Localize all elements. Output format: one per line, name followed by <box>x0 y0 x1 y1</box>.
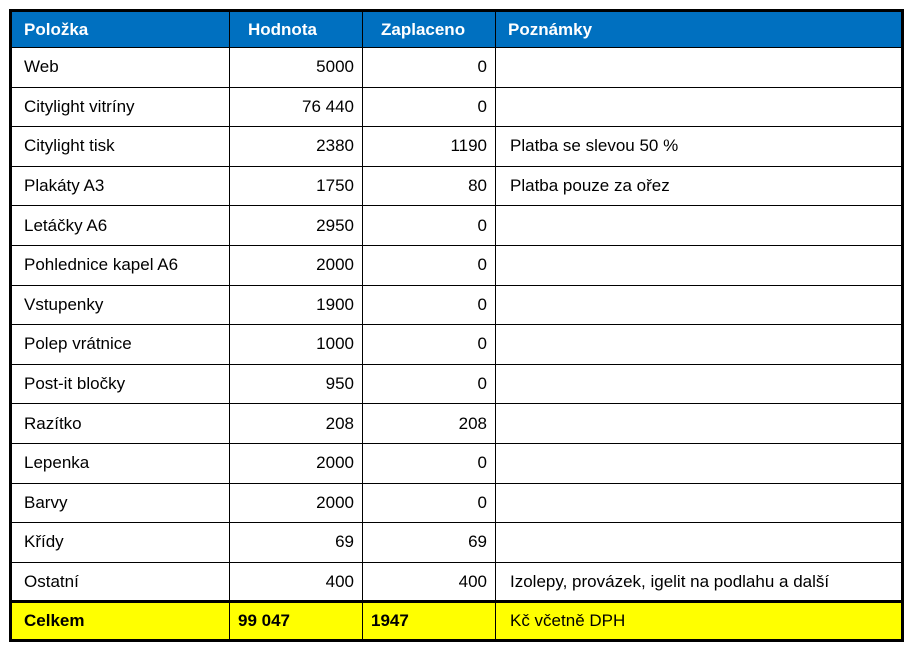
table-row <box>12 48 902 88</box>
cell-note <box>496 87 902 127</box>
total-paid: 1947 <box>363 602 496 640</box>
header-paid: Zaplaceno <box>363 12 496 48</box>
cell-value: 2000 <box>230 245 363 285</box>
cell-item: Plakáty A3 <box>12 166 230 206</box>
cell-paid: 0 <box>363 245 496 285</box>
cell-item: Citylight tisk <box>12 127 230 167</box>
cell-item: Lepenka <box>12 443 230 483</box>
cell-note <box>496 325 902 365</box>
table-row <box>12 562 902 602</box>
header-row <box>12 12 902 48</box>
cell-item: Křídy <box>12 523 230 563</box>
cell-note <box>496 245 902 285</box>
cell-paid: 0 <box>363 285 496 325</box>
header-notes: Poznámky <box>496 12 902 48</box>
cell-note <box>496 206 902 246</box>
cell-paid: 80 <box>363 166 496 206</box>
table-row <box>12 127 902 167</box>
table-row <box>12 245 902 285</box>
table-row <box>12 443 902 483</box>
cell-item: Letáčky A6 <box>12 206 230 246</box>
cell-value: 2380 <box>230 127 363 167</box>
cell-note <box>496 404 902 444</box>
cell-paid: 208 <box>363 404 496 444</box>
cell-item: Post-it bločky <box>12 364 230 404</box>
total-row <box>12 602 902 640</box>
cell-item: Vstupenky <box>12 285 230 325</box>
cell-value: 400 <box>230 562 363 602</box>
cell-item: Citylight vitríny <box>12 87 230 127</box>
cell-note <box>496 523 902 563</box>
cell-value: 2000 <box>230 483 363 523</box>
cell-value: 5000 <box>230 48 363 88</box>
cell-paid: 0 <box>363 483 496 523</box>
table-row <box>12 325 902 365</box>
cell-note: Izolepy, provázek, igelit na podlahu a další <box>496 562 902 602</box>
cell-item: Ostatní <box>12 562 230 602</box>
cell-note <box>496 48 902 88</box>
header-value: Hodnota <box>230 12 363 48</box>
cell-paid: 400 <box>363 562 496 602</box>
cell-paid: 0 <box>363 48 496 88</box>
table-row <box>12 523 902 563</box>
cell-paid: 0 <box>363 443 496 483</box>
cell-item: Polep vrátnice <box>12 325 230 365</box>
table-row <box>12 166 902 206</box>
cell-value: 76 440 <box>230 87 363 127</box>
cell-paid: 0 <box>363 87 496 127</box>
cell-note <box>496 443 902 483</box>
cell-note <box>496 483 902 523</box>
table-row <box>12 87 902 127</box>
table-row <box>12 206 902 246</box>
cell-item: Razítko <box>12 404 230 444</box>
header-item: Položka <box>12 12 230 48</box>
cell-note: Platba pouze za ořez <box>496 166 902 206</box>
cell-paid: 1190 <box>363 127 496 167</box>
budget-table-container <box>9 9 904 642</box>
cell-note <box>496 364 902 404</box>
cell-value: 2000 <box>230 443 363 483</box>
cell-value: 950 <box>230 364 363 404</box>
budget-table <box>11 11 902 640</box>
cell-value: 2950 <box>230 206 363 246</box>
cell-value: 69 <box>230 523 363 563</box>
cell-paid: 0 <box>363 325 496 365</box>
total-value: 99 047 <box>230 602 363 640</box>
cell-item: Pohlednice kapel A6 <box>12 245 230 285</box>
cell-note: Platba se slevou 50 % <box>496 127 902 167</box>
total-label: Celkem <box>12 602 230 640</box>
table-row <box>12 285 902 325</box>
cell-paid: 0 <box>363 364 496 404</box>
cell-value: 1000 <box>230 325 363 365</box>
cell-value: 208 <box>230 404 363 444</box>
table-row <box>12 483 902 523</box>
cell-value: 1750 <box>230 166 363 206</box>
total-note: Kč včetně DPH <box>496 602 902 640</box>
cell-paid: 0 <box>363 206 496 246</box>
table-row <box>12 364 902 404</box>
cell-item: Web <box>12 48 230 88</box>
cell-item: Barvy <box>12 483 230 523</box>
cell-paid: 69 <box>363 523 496 563</box>
cell-value: 1900 <box>230 285 363 325</box>
cell-note <box>496 285 902 325</box>
table-row <box>12 404 902 444</box>
